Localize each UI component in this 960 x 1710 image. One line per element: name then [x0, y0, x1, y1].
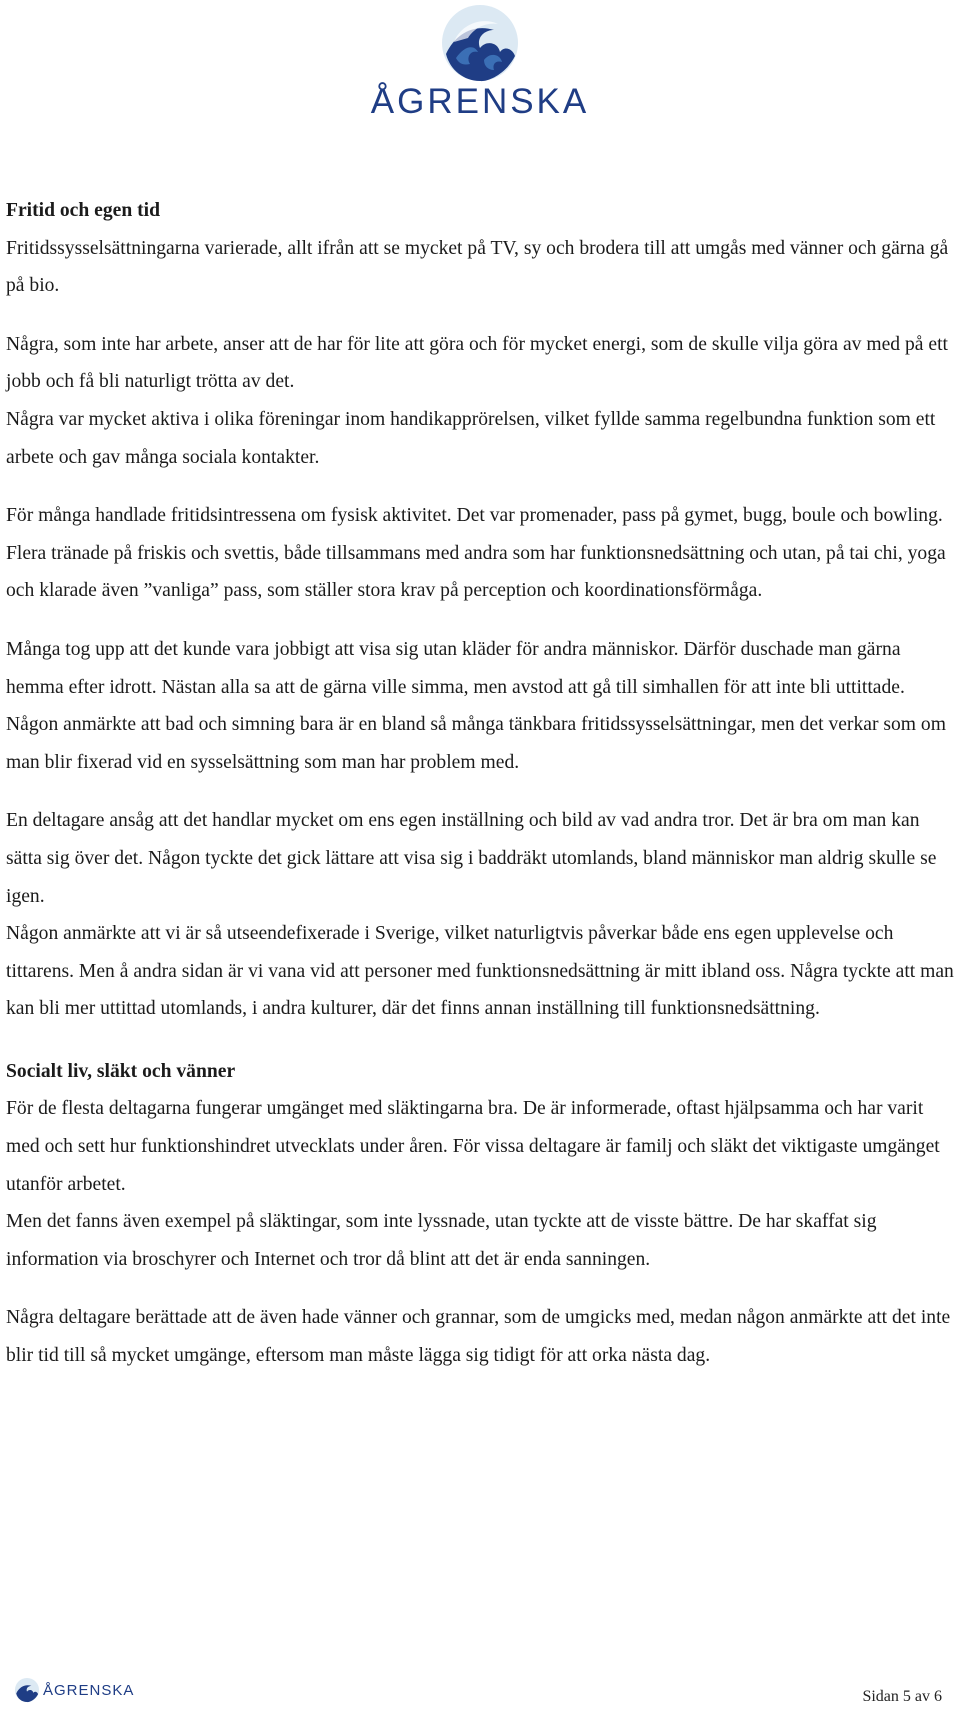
- document-body: [6, 192, 954, 1375]
- header-logo-text: ÅGRENSKA: [370, 82, 590, 121]
- page-number: Sidan 5 av 6: [862, 1688, 942, 1705]
- paragraph: Några deltagare berättade att de även hade vänner och grannar, som de umgicks med, medan någon anmärkte att det inte blir tid till så mycket umgänge, eftersom man måste lägga sig tidigt för att orka nästa dag.: [6, 1307, 951, 1367]
- footer-logo: [14, 1675, 134, 1705]
- footer-logo-text: ÅGRENSKA: [43, 1681, 135, 1699]
- wave-logo-icon: [14, 1677, 40, 1703]
- paragraph: Några var mycket aktiva i olika föreningar inom handikapprörelsen, vilket fyllde samma regelbundna funktion som ett arbete och gav många sociala kontakter.: [6, 408, 936, 468]
- paragraph: Fritidssysselsättningarna varierade, allt ifrån att se mycket på TV, sy och brodera till att umgås med vänner och gärna gå på bio.: [6, 237, 949, 297]
- paragraph: Många tog upp att det kunde vara jobbigt att visa sig utan kläder för andra människor. Därför duschade man gärna hemma efter idrott. Nästan alla sa att de gärna ville simma, men avstod att gå till simhallen för att inte bli uttittade. Någon anmärkte att bad och simning bara är en bland så många tänkbara fritidssysselsättningar, men det verkar som om man blir fixerad vid en sysselsättning som man har problem med.: [6, 638, 946, 773]
- paragraph: För de flesta deltagarna fungerar umgänget med släktingarna bra. De är informerade, oftast hjälpsamma och har varit med och sett hur funktionshindret utvecklats under åren. För vissa deltagare är familj och släkt det viktigaste umgänget utanför arbetet.: [6, 1098, 940, 1195]
- paragraph: Men det fanns även exempel på släktingar, som inte lyssnade, utan tyckte att de visste bättre. De har skaffat sig information via broschyrer och Internet och tror då blint att det är enda sanningen.: [6, 1211, 877, 1270]
- paragraph: För många handlade fritidsintressena om fysisk aktivitet. Det var promenader, pass på gymet, bugg, boule och bowling. Flera tränade på friskis och svettis, både tillsammans med andra som har funktionsnedsättning och utan, på tai chi, yoga och klarade även ”vanliga” pass, som ställer stora krav på perception och koordinationsförmåga.: [6, 505, 946, 602]
- paragraph: En deltagare ansåg att det handlar mycket om ens egen inställning och bild av vad andra tror. Det är bra om man kan sätta sig över det. Någon tyckte det gick lättare att visa sig i baddräkt utomlands, bland människor man aldrig skulle se igen.: [6, 810, 937, 907]
- paragraph: Någon anmärkte att vi är så utseendefixerade i Sverige, vilket naturligtvis påverkar både ens egen upplevelse och tittarens. Men å andra sidan är vi vana vid att personer med funktionsnedsättning är mitt ibland oss. Några tyckte att man kan bli mer uttittad utomlands, i andra kulturer, där det finns annan inställning till funktionsnedsättning.: [6, 923, 954, 1020]
- header-logo: [0, 2, 960, 137]
- section-heading-socialt: Socialt liv, släkt och vänner: [6, 1060, 236, 1082]
- section-heading-fritid: Fritid och egen tid: [6, 200, 161, 221]
- paragraph: Några, som inte har arbete, anser att de har för lite att göra och för mycket energi, som de skulle vilja göra av med på ett jobb och få bli naturligt trötta av det.: [6, 333, 948, 393]
- wave-logo-icon: [440, 2, 520, 84]
